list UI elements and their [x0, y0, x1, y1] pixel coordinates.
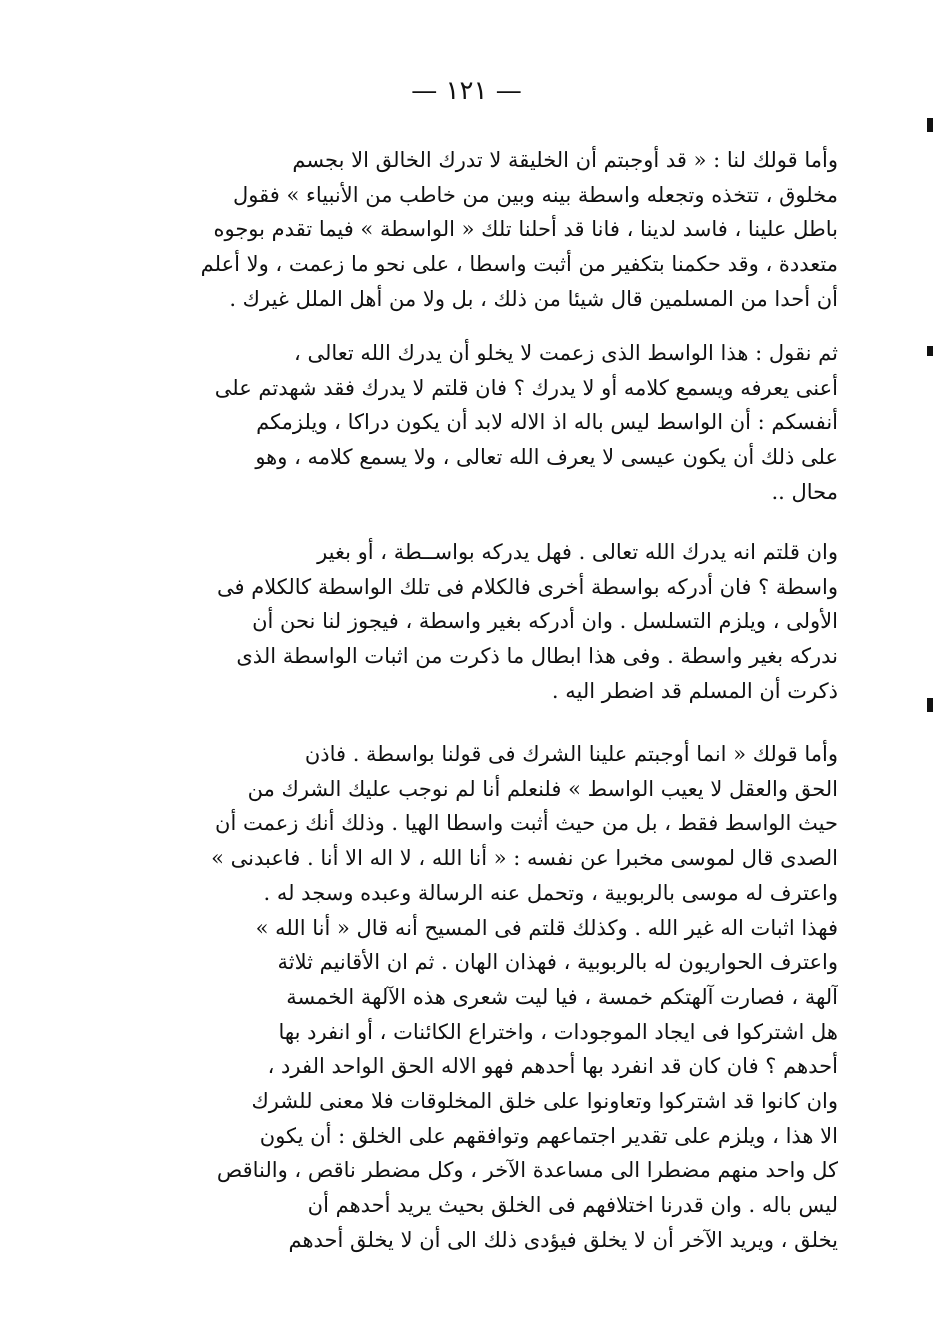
text-line: متعددة ، وقد حكمنا بتكفير من أثبت واسطا ، على نحو ما زعمت ، ولا أعلم: [200, 252, 838, 277]
margin-mark: [927, 118, 933, 132]
text-line: ليس باله . وان قدرنا اختلافهم فى الخلق بحيث يريد أحدهم أن: [307, 1193, 838, 1218]
paragraph-1: [130, 143, 838, 317]
text-line: يخلق ، ويريد الآخر أن لا يخلق فيؤدى ذلك الى أن لا يخلق أحدهم: [288, 1227, 838, 1252]
text-line: هل اشتركوا فى ايجاد الموجودات ، واختراع الكائنات ، أو انفرد بها: [278, 1019, 838, 1044]
text-line: الصدى قال لموسى مخبرا عن نفسه : « أنا الله ، لا اله الا أنا . فاعبدنى »: [211, 846, 838, 871]
text-line: أحدهم ؟ فان كان قد انفرد بها أحدهم فهو الاله الحق الواحد الفرد ،: [267, 1054, 838, 1079]
text-line: أنفسكم : أن الواسط ليس باله اذ الاله لابد أن يكون دراكا ، ويلزمكم: [256, 410, 838, 435]
paragraph-4: [130, 737, 838, 1258]
text-line: واسطة ؟ فان أدركه بواسطة أخرى فالكلام فى تلك الواسطة كالكلام فى: [217, 574, 838, 599]
text-line: آلهة ، فصارت آلهتكم خمسة ، فيا ليت شعرى هذه الآلهة الخمسة: [286, 984, 838, 1009]
text-line: على ذلك أن يكون عيسى لا يعرف الله تعالى ، ولا يسمع كلامه ، وهو: [255, 445, 838, 470]
text-line: ندركه بغير واسطة . وفى هذا ابطال ما ذكرت من اثبات الواسطة الذى: [236, 644, 838, 669]
text-line: وان كانوا قد اشتركوا وتعاونوا على خلق المخلوقات فلا معنى للشرك: [251, 1089, 838, 1114]
text-line: واعترف الحواريون له بالربوبية ، فهذان الهان . ثم ان الأقانيم ثلاثة: [277, 950, 838, 975]
text-line: كل واحد منهم مضطرا الى مساعدة الآخر ، وكل مضطر ناقص ، والناقص: [216, 1158, 838, 1183]
text-line: وأما قولك « انما أوجبتم علينا الشرك فى قولنا بواسطة . فاذن: [304, 742, 838, 766]
text-line: فهذا اثبات اله غير الله . وكذلك قلتم فى المسيح أنه قال « أنا الله »: [255, 915, 838, 940]
text-line: أن أحدا من المسلمين قال شيئا من ذلك ، بل ولا من أهل الملل غيرك .: [229, 286, 838, 311]
margin-mark: [927, 698, 933, 712]
text-line: محال ..: [771, 479, 838, 504]
text-line: الأولى ، ويلزم التسلسل . وان أدركه بغير واسطة ، فيجوز لنا نحن أن: [252, 609, 838, 634]
text-line: أعنى يعرفه ويسمع كلامه أو لا يدرك ؟ فان قلتم لا يدرك فقد شهدتم على: [214, 375, 838, 400]
text-line: وأما قولك لنا : « قد أوجبتم أن الخليقة لا تدرك الخالق الا بجسم: [292, 148, 838, 172]
text-line: باطل علينا ، فاسد لدينا ، فانا قد أحلنا تلك « الواسطة » فيما تقدم بوجوه: [213, 217, 838, 242]
text-line: حيث الواسط فقط ، بل من حيث أثبت واسطا الهيا . وذلك أنك زعمت أن: [215, 811, 838, 836]
text-line: وان قلتم انه يدرك الله تعالى . فهل يدركه بواســطة ، أو بغير: [317, 540, 838, 564]
paragraph-3: [130, 535, 838, 709]
page-number: — ١٢١ —: [411, 76, 522, 106]
text-line: الا هذا ، ويلزم على تقدير اجتماعهم وتوافقهم على الخلق : أن يكون: [259, 1123, 838, 1148]
text-line: ثم نقول : هذا الواسط الذى زعمت لا يخلو أن يدرك الله تعالى ،: [293, 341, 838, 365]
text-line: واعترف له موسى بالربوبية ، وتحمل عنه الرسالة وعبده وسجد له .: [263, 880, 838, 905]
text-line: مخلوق ، تتخذه وتجعله واسطة بينه وبين من خاطب من الأنبياء » فقول: [233, 182, 838, 207]
paragraph-2: [130, 336, 838, 510]
margin-mark: [927, 346, 933, 356]
text-line: الحق والعقل لا يعيب الواسط » فلنعلم أنا لم نوجب عليك الشرك من: [247, 776, 838, 801]
text-line: ذكرت أن المسلم قد اضطر اليه .: [551, 678, 838, 703]
